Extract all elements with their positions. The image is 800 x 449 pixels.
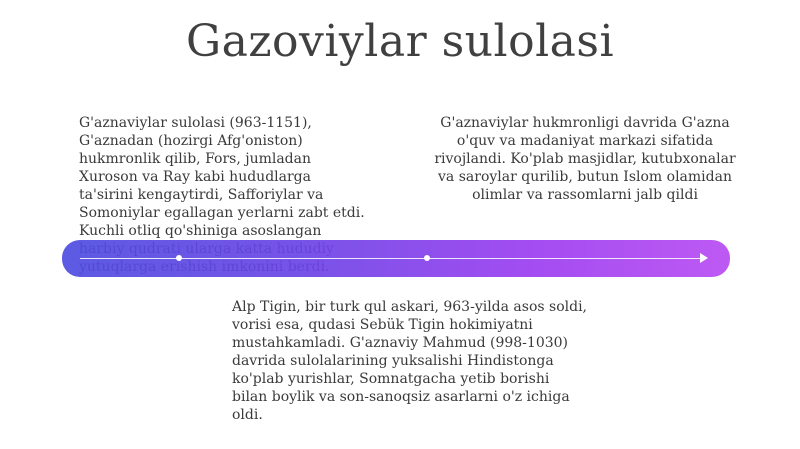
slide-title: Gazoviylar sulolasi <box>185 16 615 67</box>
timeline-marker <box>176 255 182 261</box>
timeline-line <box>80 258 700 259</box>
arrow-right-icon <box>700 253 708 263</box>
timeline-marker <box>424 255 430 261</box>
right-text-block: G'aznaviylar hukmronligi davrida G'azna o'quv va madaniyat markazi sifatida rivojlandi. Ko'plab masjidlar, kutubxonalar va saroylar qurilib, butun Islom olamidan olimlar va rassomlarni jalb qildi <box>434 115 736 203</box>
left-text-block: G'aznaviylar sulolasi (963-1151), G'aznadan (hozirgi Afg'oniston) hukmronlik qilib, Fors, jumladan Xuroson va Ray kabi hududlarga ta'sirini kengaytirdi, Safforiylar va Somoniylar egallagan yerlarni zabt etdi. Kuchli otliq qo'shiniga asoslangan <box>79 115 365 239</box>
bottom-text-block: Alp Tigin, bir turk qul askari, 963-yilda asos soldi, vorisi esa, qudasi Sebük Tigin hokimiyatni mustahkamladi. G'aznaviy Mahmud (998-1030) davrida sulolalarining yuksalishi Hindistonga ko'plab yurishlar, Somnatgacha yetib borishi bilan boylik va son-sanoqsiz asarlarni o'z ichiga oldi. <box>232 299 588 423</box>
